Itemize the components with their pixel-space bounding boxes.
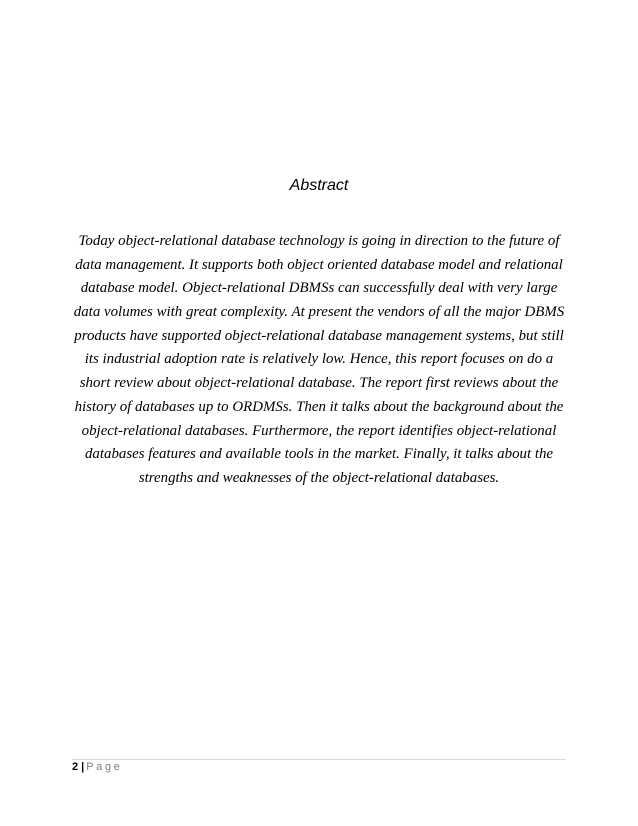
page-number: 2: [72, 761, 79, 773]
abstract-body: [0, 230, 638, 491]
abstract-line: strengths and weaknesses of the object-relational databases.: [138, 469, 500, 486]
abstract-line: its industrial adoption rate is relatively low. Hence, this report focuses on do a: [84, 351, 554, 368]
abstract-line: data management. It supports both object oriented database model and relational: [75, 256, 563, 273]
abstract-line: databases features and available tools in the market. Finally, it talks about the: [84, 446, 554, 463]
abstract-line: object-relational databases. Furthermore, the report identifies object-relational: [81, 422, 557, 439]
abstract-heading: Abstract: [289, 177, 349, 194]
abstract-line: products have supported object-relational database management systems, but still: [74, 327, 564, 344]
abstract-line: data volumes with great complexity. At present the vendors of all the major DBMS: [73, 304, 565, 321]
abstract-line: short review about object-relational database. The report first reviews about the: [79, 375, 559, 392]
page-label: Page: [86, 761, 123, 773]
abstract-line: Today object-relational database technology is going in direction to the future of: [78, 233, 560, 249]
footer-separator: |: [81, 761, 85, 773]
abstract-line: history of databases up to ORDMSs. Then it talks about the background about the: [74, 398, 564, 415]
abstract-line: database model. Object-relational DBMSs can successfully deal with very large: [80, 280, 558, 297]
page-footer: [72, 759, 566, 773]
